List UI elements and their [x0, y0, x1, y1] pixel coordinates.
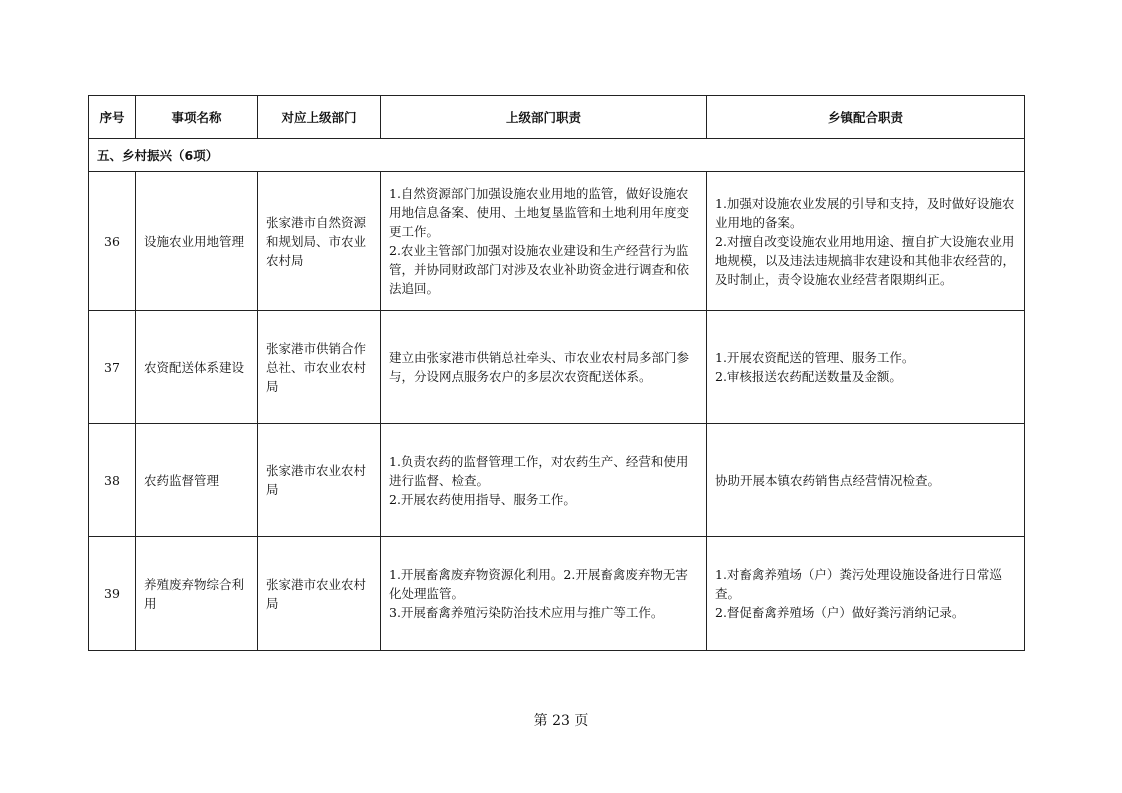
upper-duty-line: 1.自然资源部门加强设施农业用地的监管，做好设施农用地信息备案、使用、土地复垦监管和土地利用年度变更工作。 [389, 186, 690, 239]
item-name: 农药监督管理 [136, 424, 258, 537]
header-row [89, 96, 1025, 139]
town-duty-line: 1.对畜禽养殖场（户）粪污处理设施设备进行日常巡查。 [715, 567, 1002, 601]
upper-duty [381, 172, 707, 311]
row-number: 37 [89, 311, 136, 424]
town-duty [707, 537, 1025, 651]
row-number: 38 [89, 424, 136, 537]
town-duty [707, 311, 1025, 424]
page-number: 第 23 页 [533, 713, 589, 729]
header-town-duty: 乡镇配合职责 [707, 96, 1025, 139]
town-duty [707, 424, 1025, 537]
town-duty [707, 172, 1025, 311]
upper-duty-line: 1.开展畜禽废弃物资源化利用。2.开展畜禽废弃物无害化处理监管。 [389, 567, 688, 601]
item-name: 设施农业用地管理 [136, 172, 258, 311]
upper-duty [381, 424, 707, 537]
header-upper-duty: 上级部门职责 [381, 96, 707, 139]
upper-duty-line: 1.负责农药的监督管理工作，对农药生产、经营和使用进行监督、检查。 [389, 453, 689, 488]
section-title: 五、乡村振兴（6项） [89, 139, 1025, 172]
row-number: 36 [89, 172, 136, 311]
upper-duty [381, 311, 707, 424]
town-duty-line: 协助开展本镇农药销售点经营情况检查。 [715, 472, 941, 488]
town-duty-line: 2.督促畜禽养殖场（户）做好粪污消纳记录。 [715, 605, 965, 620]
upper-department: 张家港市供销合作总社、市农业农村局 [258, 311, 381, 424]
upper-duty-line: 2.开展农药使用指导、服务工作。 [389, 491, 576, 507]
upper-duty-line: 建立由张家港市供销总社牵头、市农业农村局多部门参与，分设网点服务农户的多层次农资配送体系。 [389, 350, 690, 384]
row-number: 39 [89, 537, 136, 651]
table-row [89, 311, 1025, 424]
header-upper-dept: 对应上级部门 [258, 96, 381, 139]
upper-duty-line: 2.农业主管部门加强对设施农业建设和生产经营行为监管，并协同财政部门对涉及农业补助资金进行调查和依法追回。 [389, 243, 690, 296]
town-duty-line: 2.审核报送农药配送数量及金额。 [715, 369, 902, 384]
table-row [89, 537, 1025, 651]
table-row [89, 424, 1025, 537]
header-seq: 序号 [89, 96, 136, 139]
upper-duty-line: 3.开展畜禽养殖污染防治技术应用与推广等工作。 [389, 605, 664, 620]
item-name: 农资配送体系建设 [136, 311, 258, 424]
upper-department: 张家港市自然资源和规划局、市农业农村局 [258, 172, 381, 311]
section-row [89, 139, 1025, 172]
header-item-name: 事项名称 [136, 96, 258, 139]
town-duty-line: 1.开展农资配送的管理、服务工作。 [715, 350, 915, 365]
item-name: 养殖废弃物综合利用 [136, 537, 258, 651]
duties-table [88, 95, 1025, 651]
upper-department: 张家港市农业农村局 [258, 537, 381, 651]
upper-department: 张家港市农业农村局 [258, 424, 381, 537]
town-duty-line: 1.加强对设施农业发展的引导和支持，及时做好设施农业用地的备案。 [715, 195, 1015, 230]
town-duty-line: 2.对擅自改变设施农业用地用途、擅自扩大设施农业用地规模，以及违法违规搞非农建设和其他非农经营的，及时制止，责令设施农业经营者限期纠正。 [715, 233, 1016, 287]
upper-duty [381, 537, 707, 651]
table-row [89, 172, 1025, 311]
